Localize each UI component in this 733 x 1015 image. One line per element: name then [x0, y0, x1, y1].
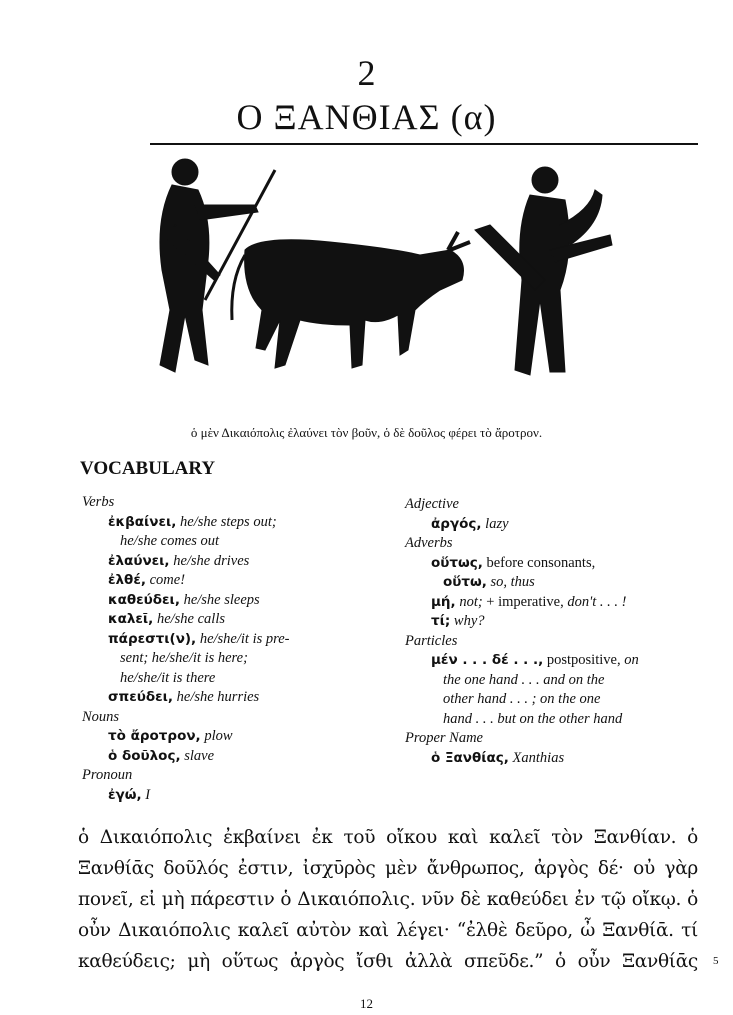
english-gloss: not;: [455, 593, 483, 610]
greek-word: καλεῖ,: [108, 611, 154, 627]
vocab-continuation: other hand . . . ; on the one: [443, 691, 601, 707]
vocab-entry: [405, 749, 639, 769]
greek-word: ὁ Ξανθίας,: [431, 749, 509, 766]
vocabulary-column-right: [405, 495, 639, 768]
vocabulary-column-left: [82, 493, 289, 805]
english-gloss: come!: [145, 572, 186, 588]
greek-word: σπεύδει,: [108, 689, 174, 705]
greek-word: μή,: [431, 593, 456, 610]
english-gloss: don't . . . !: [563, 593, 627, 610]
vocab-entry: [82, 688, 289, 708]
passage-line: Ξανθίᾱς δοῦλός ἐστιν, ἰσχῡρὸς μὲν ἄνθρωπος, ἀργὸς δέ· οὐ γὰρ: [78, 858, 698, 879]
passage-line: πονεῖ, εἰ μὴ πάρεστιν ὁ Δικαιόπολις. νῦν δὲ καθεύδει ἐν τῷ οἴκῳ. ὁ: [78, 889, 698, 910]
vocab-entry: [82, 513, 289, 533]
vocab-category: Proper Name: [405, 730, 483, 746]
line-number: 5: [713, 955, 719, 967]
vocab-entry: [82, 727, 289, 747]
greek-word: πάρεστι(ν),: [108, 630, 197, 647]
vocab-entry: [405, 515, 639, 535]
vocab-category: Adjective: [405, 496, 459, 512]
english-gloss: slave: [180, 747, 215, 764]
vocab-entry: [82, 747, 289, 767]
english-gloss: he/she steps out;: [176, 513, 277, 530]
vocab-category: Particles: [405, 632, 458, 649]
vocab-entry: [405, 651, 639, 671]
vocab-entry: [82, 552, 289, 572]
vocab-category: Nouns: [82, 708, 120, 725]
vocab-entry: [82, 630, 289, 650]
vocab-entry: [405, 554, 639, 574]
page-number: 12: [360, 996, 373, 1011]
chapter-title: Ο ΞΑΝΘΙΑΣ (α): [236, 97, 497, 137]
vocab-category: Adverbs: [405, 535, 453, 551]
man-figure-right: [475, 167, 612, 375]
english-gloss: I: [141, 786, 151, 803]
passage-line: ὁ Δικαιόπολις ἐκβαίνει ἐκ τοῦ οἴκου καὶ καλεῖ τὸν Ξανθίαν. ὁ: [78, 827, 698, 848]
vocab-continuation: sent; he/she/it is here;: [120, 650, 248, 666]
vocab-entry: [82, 786, 289, 806]
english-gloss: he/she sleeps: [179, 591, 260, 608]
greek-word: μέν . . . δέ . . .,: [431, 652, 544, 668]
vocab-continuation: he/she/it is there: [120, 669, 216, 686]
title-rule: [150, 143, 698, 145]
vocab-entry: [405, 612, 639, 632]
ox-figure: [232, 232, 470, 368]
english-gloss: on: [620, 652, 639, 668]
gloss-note: postpositive,: [543, 652, 621, 668]
passage-line: καθεύδεις; μὴ οὕτως ἀργὸς ἴσθι ἀλλὰ σπεῦδε.” ὁ οὖν Ξανθίᾱς: [78, 951, 698, 972]
vocab-entry: [82, 610, 289, 630]
english-gloss: lazy: [481, 515, 509, 532]
chapter-number: 2: [357, 53, 376, 93]
english-gloss: plow: [200, 728, 233, 744]
vocab-continuation: he/she comes out: [120, 533, 220, 549]
vocab-category: Pronoun: [82, 767, 133, 783]
vocab-category: Verbs: [82, 494, 115, 510]
greek-word: ἐκβαίνει,: [108, 513, 177, 530]
vocab-entry: [82, 591, 289, 611]
greek-word: ἐλθέ,: [108, 572, 146, 588]
greek-word: οὕτω,: [443, 574, 487, 590]
english-gloss: he/she drives: [169, 552, 250, 569]
greek-word: ἐλαύνει,: [108, 552, 170, 569]
vocab-continuation: hand . . . but on the other hand: [443, 710, 623, 727]
vocab-entry: [405, 593, 639, 613]
vocab-continuation: the one hand . . . and on the: [443, 671, 605, 688]
english-gloss: Xanthias: [508, 749, 565, 766]
english-gloss: why?: [450, 613, 485, 629]
greek-word: τί;: [431, 613, 451, 629]
greek-word: ἐγώ,: [108, 786, 142, 803]
illustration-caption: ὁ μὲν Δικαιόπολις ἐλαύνει τὸν βοῦν, ὁ δὲ δοῦλος φέρει τὸ ἄροτρον.: [190, 425, 543, 440]
gloss-note: before consonants,: [482, 554, 596, 571]
vocabulary-heading: VOCABULARY: [80, 458, 216, 479]
vase-painting-illustration: [150, 150, 630, 400]
passage-line: οὖν Δικαιόπολις καλεῖ αὐτὸν καὶ λέγει· “ἐλθὲ δεῦρο, ὦ Ξανθίᾱ. τί: [78, 920, 698, 941]
greek-word: τὸ ἄροτρον,: [108, 728, 201, 744]
reading-passage: [78, 822, 698, 977]
vocab-entry: [405, 573, 639, 593]
english-gloss: he/she calls: [153, 611, 225, 627]
vocab-entry: [82, 571, 289, 591]
greek-word: καθεύδει,: [108, 591, 180, 608]
greek-word: ἀργός,: [431, 515, 482, 532]
greek-word: ὁ δοῦλος,: [108, 747, 181, 764]
gloss-note: + imperative,: [482, 593, 564, 610]
greek-word: οὕτως,: [431, 554, 483, 571]
english-gloss: he/she hurries: [173, 689, 260, 705]
english-gloss: so, thus: [486, 574, 535, 590]
english-gloss: he/she/it is pre-: [196, 630, 290, 647]
